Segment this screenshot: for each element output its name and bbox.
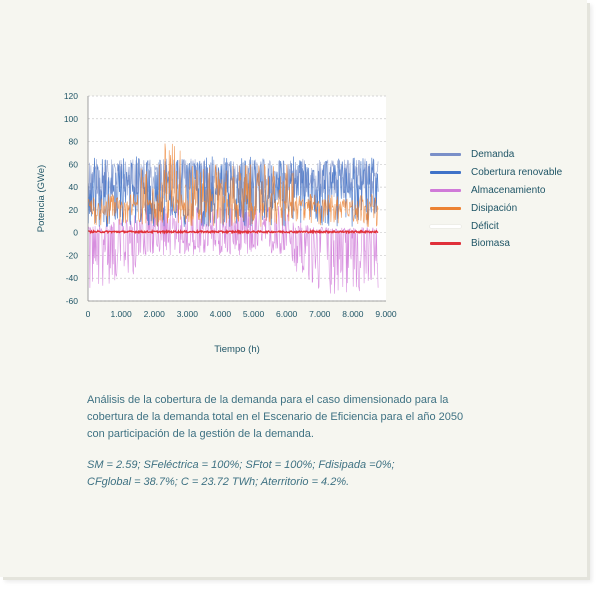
legend-item — [430, 146, 562, 164]
y-axis-label: Potencia (GWe) — [36, 164, 47, 233]
x-tick-label: 6.000 — [276, 309, 298, 319]
x-tick-label: 8.000 — [342, 309, 364, 319]
legend-label: Cobertura renovable — [471, 167, 563, 179]
x-tick-label: 1.000 — [110, 309, 132, 319]
legend-label: Déficit — [471, 220, 499, 232]
legend-label: Disipación — [471, 202, 518, 214]
legend-item — [430, 235, 562, 253]
caption-stats-line-1: SM = 2.59; SFeléctrica = 100%; SFtot = 100%; Fdisipada =0%; — [87, 459, 395, 471]
legend-swatch — [430, 171, 461, 174]
x-axis-label: Tiempo (h) — [214, 344, 260, 355]
caption-stats-line-2: CFglobal = 38.7%; C = 23.72 TWh; Aterritorio = 4.2%. — [87, 476, 350, 488]
legend-label: Almacenamiento — [471, 184, 546, 196]
x-tick-label: 9.000 — [375, 309, 397, 319]
x-tick-label: 4.000 — [209, 309, 232, 319]
figure-caption — [87, 392, 467, 491]
legend-label: Demanda — [471, 149, 515, 161]
y-tick-label: 20 — [68, 204, 78, 215]
y-tick-label: 40 — [68, 182, 78, 193]
legend-item — [430, 182, 562, 200]
x-tick-label: 7.000 — [309, 309, 331, 319]
y-tick-label: 60 — [68, 159, 78, 170]
chart-legend — [430, 146, 562, 253]
legend-item — [430, 164, 562, 182]
y-tick-label: -20 — [65, 250, 78, 261]
caption-text: Análisis de la cobertura de la demanda para el caso dimensionado para la cobertura de la demanda total en el Escenario de Eficiencia para el año 2050 con participación de la gestión de la demanda. — [87, 394, 464, 440]
legend-swatch — [430, 242, 461, 245]
x-tick-label: 2.000 — [143, 309, 165, 319]
legend-label: Biomasa — [471, 238, 510, 250]
legend-swatch — [430, 189, 461, 192]
y-tick-label: 0 — [73, 227, 78, 238]
x-tick-label: 5.000 — [242, 309, 265, 319]
x-tick-label: 0 — [85, 309, 91, 319]
legend-swatch — [430, 225, 461, 228]
x-tick-label: 3.000 — [176, 309, 198, 319]
y-tick-label: -60 — [65, 296, 78, 306]
y-tick-label: 100 — [63, 113, 78, 124]
y-tick-label: -40 — [65, 273, 78, 284]
legend-item — [430, 217, 562, 235]
caption-stats — [87, 457, 467, 491]
legend-swatch — [430, 153, 461, 156]
legend-swatch — [430, 207, 461, 210]
y-tick-label: 80 — [68, 136, 78, 147]
y-tick-label: 120 — [63, 91, 78, 101]
legend-item — [430, 199, 562, 217]
